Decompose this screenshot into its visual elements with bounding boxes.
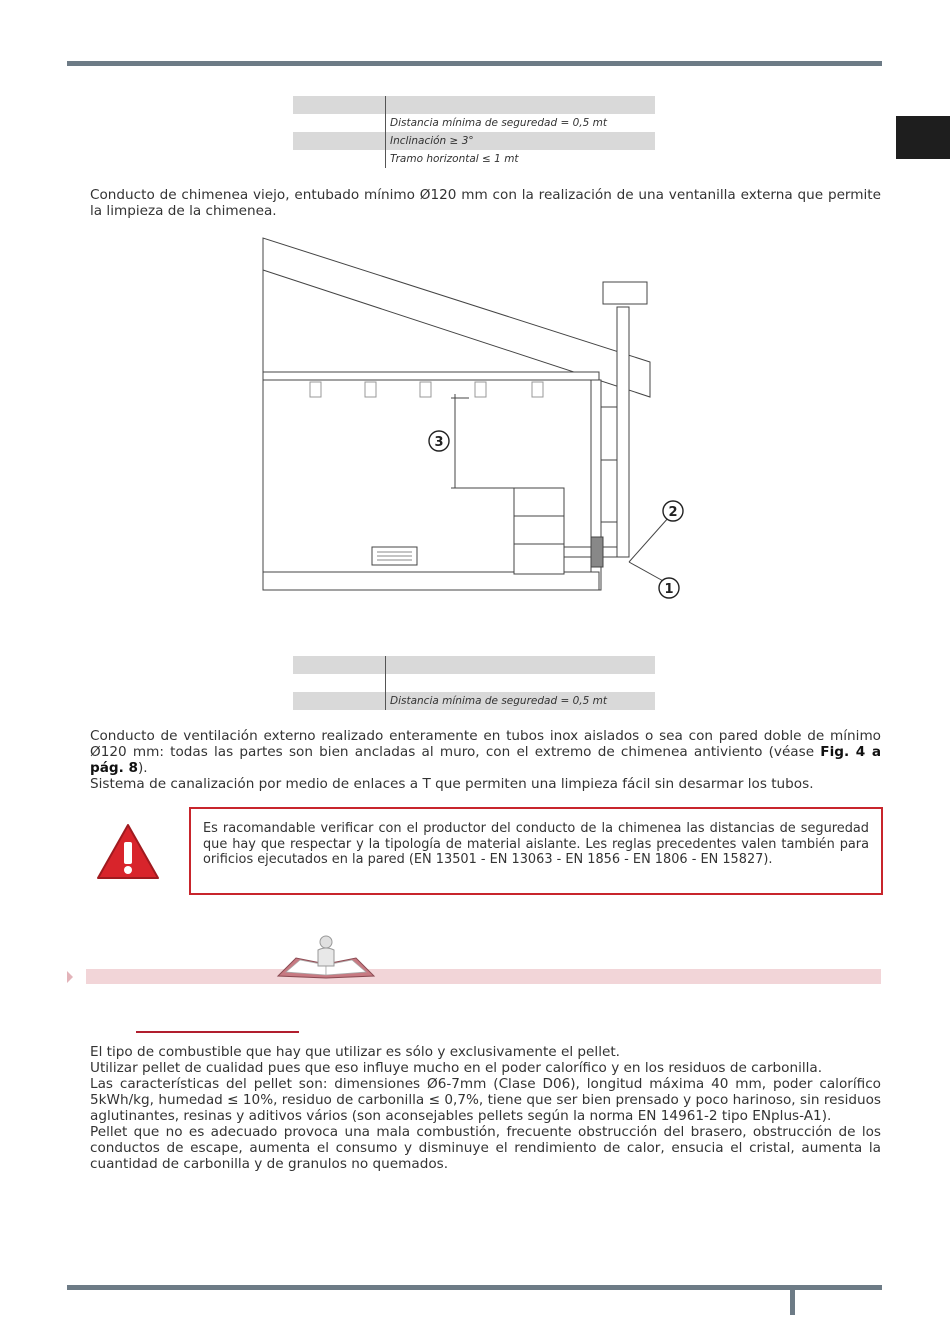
reading-book-icon bbox=[276, 934, 376, 980]
horizontal-section-cell: Tramo horizontal ≤ 1 mt bbox=[390, 153, 519, 165]
installation-figure bbox=[255, 232, 695, 607]
svg-text:2: 2 bbox=[668, 505, 678, 520]
inclination-cell: Inclinación ≥ 3° bbox=[386, 132, 656, 150]
section-band bbox=[86, 969, 881, 984]
svg-text:3: 3 bbox=[434, 435, 444, 450]
section-arrow bbox=[67, 971, 73, 983]
warning-triangle-icon bbox=[95, 822, 161, 882]
fuel-line-2: Utilizar pellet de cualidad pues que eso influye mucho en el poder calorífico y en los residuos de carbonilla. bbox=[90, 1060, 823, 1076]
safety-distance-cell: Distancia mínima de seguredad = 0,5 mt bbox=[390, 117, 607, 129]
old-chimney-paragraph: Conducto de chimenea viejo, entubado mínimo Ø120 mm con la realización de una ventanilla externa que permite la limpieza de la chimenea. bbox=[90, 187, 881, 219]
chimney-pipe bbox=[617, 307, 629, 557]
svg-text:1: 1 bbox=[664, 582, 674, 597]
external-duct-paragraph: Conducto de ventilación externo realizado enteramente en tubos inox aislados o sea con pared doble de mínimo Ø120 mm: todas las partes son bien ancladas al muro, con el extremo de chimenea antiviento (véase Fig. 4 a pág. 8). Sistema de canalización por medio de enlaces a T que permiten una limpieza fácil sin desarmar los tubos. bbox=[90, 728, 882, 792]
section-title-underline bbox=[136, 1031, 299, 1033]
callout-3 bbox=[429, 431, 449, 451]
figure-reference: Fig. 4 a pág. 8 bbox=[90, 744, 882, 776]
callout-2 bbox=[663, 501, 683, 521]
callout-1 bbox=[659, 578, 679, 598]
spec-table-1 bbox=[293, 96, 655, 168]
warning-text: Es racomandable verificar con el productor del conducto de la chimenea las distancias de seguredad que hay que respectar y la tipología de material aislante. Les reglas precedentes valen también para orificios ejecutados en la pared (EN 13501 - EN 13063 - EN 1856 - EN 1806 - EN 15827). bbox=[203, 821, 869, 868]
t-connector-line: Sistema de canalización por medio de enlaces a T que permiten una limpieza fácil sin desarmar los tubos. bbox=[90, 776, 814, 792]
ceiling bbox=[263, 372, 599, 380]
page-number-tick bbox=[790, 1290, 795, 1315]
chimney-cap bbox=[603, 282, 647, 304]
fuel-line-3: Las características del pellet son: dimensiones Ø6-7mm (Clase D06), longitud máxima 40 mm, poder calorífico 5kWh/kg, humedad ≤ 10%, residuo de carbonilla ≤ 0,7%, tiene que ser bien prensado y poco harinoso, sin residuos aglutinantes, resinas y aditivos vários (son aconsejables pellets según la norma EN 14961-2 tipo ENplus-A1). bbox=[90, 1076, 881, 1124]
fuel-line-1: El tipo de combustible que hay que utilizar es sólo y exclusivamente el pellet. bbox=[90, 1044, 620, 1060]
fuel-line-4: Pellet que no es adecuado provoca una mala combustión, frecuente obstrucción del brasero, obstrucción de los conductos de escape, aumenta el consumo y disminuye el rendimiento de calor, ensucia el cristal, aumenta la cuantidad de carbonilla y de granulos no quemados. bbox=[90, 1124, 881, 1172]
section-tab bbox=[896, 116, 950, 159]
spec-table-2 bbox=[293, 656, 655, 710]
top-rule bbox=[67, 61, 882, 66]
floor bbox=[263, 572, 599, 590]
stove bbox=[514, 488, 564, 574]
fuel-section bbox=[90, 1044, 881, 1172]
safety-distance-cell-2: Distancia mínima de seguredad = 0,5 mt bbox=[386, 692, 656, 710]
bottom-rule bbox=[67, 1285, 882, 1290]
warning-box bbox=[189, 807, 883, 895]
